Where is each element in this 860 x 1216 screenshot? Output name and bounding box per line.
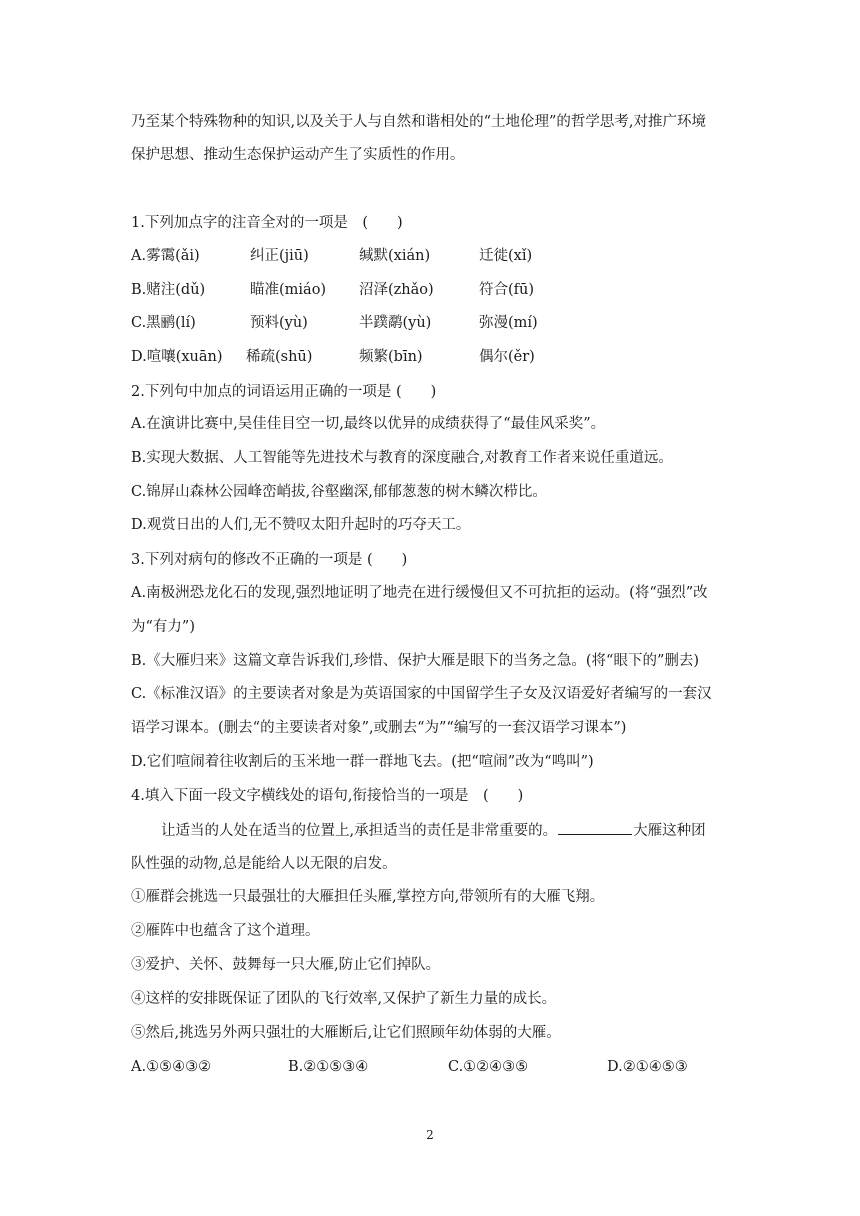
q4-paragraph-line-1 (161, 820, 706, 841)
q2-b-text: B.实现大数据、人工智能等先进技术与教育的深度融合,对教育工作者来说 (131, 450, 601, 466)
q2-d-marked-word: 巧夺天工 (398, 517, 456, 536)
q1-option-a2: 纠正(jiū) (250, 248, 309, 264)
q2-a-marked-word: 目空一切 (281, 416, 339, 435)
q3-line-2: 为“有力”) (131, 619, 195, 635)
q4-item-2: ②雁阵中也蕴含了这个道理。 (131, 923, 320, 939)
q4-option-b: B.②①⑤③④ (288, 1059, 369, 1075)
q4-paragraph-line-2: 队性强的动物,总是能给人以无限的启发。 (131, 856, 397, 872)
intro-line-2: 保护思想、推动生态保护运动产生了实质性的作用。 (131, 147, 465, 163)
q4-item-3: ③爱护、关怀、鼓舞每一只大雁,防止它们掉队。 (131, 957, 441, 973)
q1-option-c3: 半蹼鹬(yù) (359, 315, 432, 331)
q2-option-d (131, 515, 470, 535)
q4-option-a: A.①⑤④③② (131, 1059, 212, 1075)
q2-option-c (131, 482, 547, 502)
q4-item-4: ④这样的安排既保证了团队的飞行效率,又保护了新生力量的成长。 (131, 991, 557, 1007)
q3-line-3: B.《大雁归来》这篇文章告诉我们,珍惜、保护大雁是眼下的当务之急。(将“眼下的”删去) (131, 653, 700, 669)
q2-option-b (131, 448, 673, 468)
q4-item-5: ⑤然后,挑选另外两只强壮的大雁断后,让它们照顾年幼体弱的大雁。 (131, 1025, 561, 1041)
q2-d-text-end: 。 (455, 517, 471, 533)
q1-option-b2: 瞄准(miáo) (250, 282, 327, 298)
q2-option-a (131, 414, 605, 434)
q4-paragraph-text: 让适当的人处在适当的位置上,承担适当的责任是非常重要的。 (161, 823, 558, 839)
q3-line-4: C.《标准汉语》的主要读者对象是为英语国家的中国留学生子女及汉语爱好者编写的一套汉 (131, 686, 712, 702)
q2-a-text: A.在演讲比赛中,吴佳佳 (131, 416, 282, 432)
q4-item-1: ①雁群会挑选一只最强壮的大雁担任头雁,掌控方向,带领所有的大雁飞翔。 (131, 889, 605, 905)
q1-option-d2: 稀疏(shū) (246, 349, 313, 365)
q1-option-b4: 符合(fū) (479, 282, 535, 298)
q1-option-b3: 沼泽(zhǎo) (359, 282, 434, 298)
q4-option-d: D.②①④⑤③ (607, 1059, 688, 1075)
q3-line-1: A.南极洲恐龙化石的发现,强烈地证明了地壳在进行缓慢但又不可抗拒的运动。(将“强烈”改 (131, 585, 708, 601)
q2-c-text: C.锦屏山森林公园峰峦峭拔,谷壑幽深,郁郁葱葱的树木 (131, 484, 475, 500)
q1-stem: 1.下列加点字的注音全对的一项是 ( ) (131, 215, 403, 231)
q4-stem: 4.填入下面一段文字横线处的语句,衔接恰当的一项是 ( ) (131, 788, 524, 804)
q3-line-5: 语学习课本。(删去“的主要读者对象”,或删去“为”“编写的一套汉语学习课本”) (131, 720, 627, 736)
q1-option-d1: D.喧嚷(xuān) (131, 349, 223, 365)
q2-b-marked-word: 任重道远 (600, 450, 658, 469)
q1-option-c4: 弥漫(mí) (479, 315, 538, 331)
q1-option-d4: 偶尔(ěr) (479, 349, 535, 365)
q1-option-b1: B.赌注(dǔ) (131, 282, 206, 298)
q1-option-c2: 预料(yù) (250, 315, 308, 331)
page-number: 2 (426, 1128, 434, 1142)
q1-option-d3: 频繁(bīn) (359, 349, 423, 365)
q1-option-a3: 缄默(xián) (359, 248, 431, 264)
q2-d-text: D.观赏日出的人们,无不赞叹太阳升起时的 (131, 517, 398, 533)
q2-c-marked-word: 鳞次栉比 (474, 484, 532, 503)
q3-stem: 3.下列对病句的修改不正确的一项是 ( ) (131, 552, 408, 568)
q2-c-text-end: 。 (532, 484, 547, 500)
q1-option-a1: A.雾霭(ǎi) (131, 248, 200, 264)
q4-option-c: C.①②④③⑤ (448, 1059, 529, 1075)
q2-a-text-end: ,最终以优异的成绩获得了“最佳风采奖”。 (339, 416, 606, 432)
q1-option-c1: C.黑鹂(lí) (131, 315, 196, 331)
q2-b-text-end: 。 (658, 450, 673, 466)
q4-paragraph-text-end: 大雁这种团 (633, 823, 706, 839)
q2-stem: 2.下列句中加点的词语运用正确的一项是 ( ) (131, 384, 437, 400)
fill-blank (558, 820, 632, 835)
intro-line-1: 乃至某个特殊物种的知识,以及关于人与自然和谐相处的“土地伦理”的哲学思考,对推广环境 (131, 114, 707, 130)
q3-line-6: D.它们喧闹着往收割后的玉米地一群一群地飞去。(把“喧闹”改为“鸣叫”) (131, 754, 594, 770)
q1-option-a4: 迁徙(xǐ) (479, 248, 533, 264)
